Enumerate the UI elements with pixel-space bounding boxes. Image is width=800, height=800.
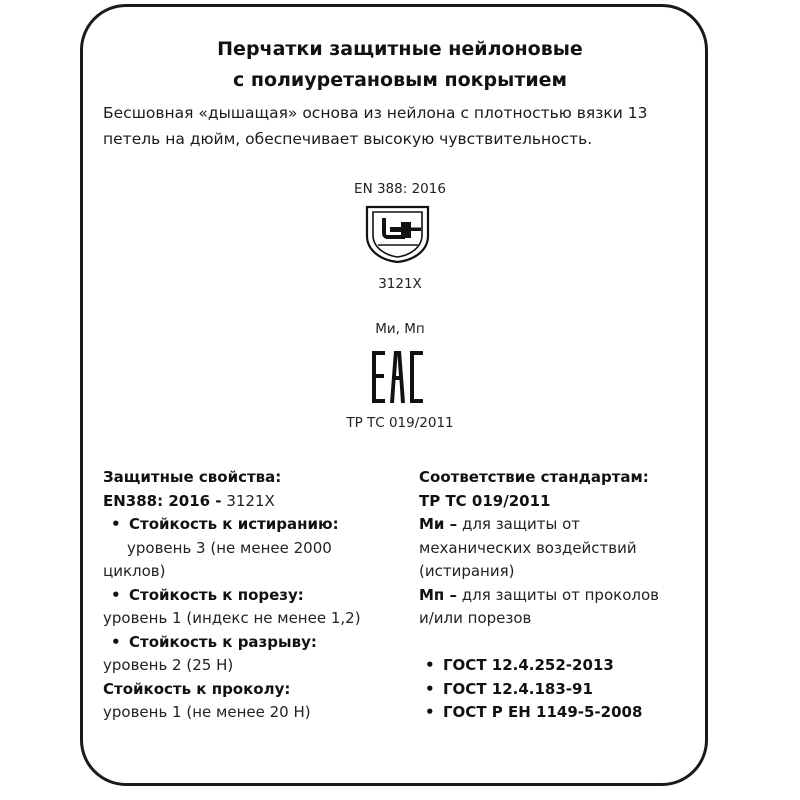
tear-label: • Стойкость к разрыву: (103, 631, 361, 655)
mp-code: Мп – (419, 585, 458, 604)
mi-text-1: для защиты от (461, 515, 581, 533)
gost-item-3: • ГОСТ Р ЕН 1149-5-2008 (419, 701, 659, 725)
en388-line (103, 490, 361, 514)
en388-standard-label: EN 388: 2016 (354, 181, 446, 197)
protective-heading: Защитные свойства: (103, 468, 282, 486)
hammer-shield-icon (364, 205, 434, 265)
eac-logo-icon (370, 349, 430, 405)
mi-line-3: (истирания) (419, 562, 515, 580)
tear-value: уровень 2 (25 Н) (103, 656, 234, 674)
puncture-label: Стойкость к проколу: (103, 679, 291, 698)
mp-text-1: для защиты от проколов (461, 585, 659, 604)
compliance-heading: Соответствие стандартам: (419, 468, 649, 486)
description-line-1: Бесшовная «дышащая» основа из нейлона с плотностью вязки 13 (103, 104, 648, 122)
gost-item-2: • ГОСТ 12.4.183-91 (419, 678, 659, 702)
compliance-column (419, 466, 659, 725)
abrasion-label: • Стойкость к истиранию: (103, 513, 361, 537)
mi-line-2: механических воздействий (419, 538, 637, 557)
abrasion-value-line-1: уровень 3 (не менее 2000 (127, 538, 332, 557)
gost-item-1: • ГОСТ 12.4.252-2013 (419, 654, 659, 678)
mp-line-1 (419, 584, 659, 608)
title-line-1: Перчатки защитные нейлоновые (217, 38, 583, 60)
spacer (419, 631, 659, 655)
en388-prefix: EN388: 2016 - (103, 491, 222, 510)
protective-properties-column (103, 466, 361, 725)
en388-line-code: 3121X (226, 491, 275, 510)
mp-line-2: и/или порезов (419, 609, 532, 627)
mi-line-1 (419, 513, 659, 537)
compliance-regulation: ТР ТС 019/2011 (419, 491, 551, 510)
en388-code: 3121X (378, 276, 422, 292)
mi-code: Ми – (419, 515, 458, 533)
puncture-value: уровень 1 (не менее 20 Н) (103, 703, 311, 721)
eac-regulation: ТР ТС 019/2011 (346, 415, 454, 431)
eac-categories: Ми, Мп (375, 321, 425, 337)
abrasion-value-line-2: циклов) (103, 562, 166, 580)
cut-label: • Стойкость к порезу: (103, 584, 361, 608)
title-line-2: с полиуретановым покрытием (232, 69, 568, 91)
description-line-2: петель на дюйм, обеспечивает высокую чувствительность. (103, 130, 593, 148)
description (103, 100, 693, 152)
page-title (0, 34, 800, 96)
cut-value: уровень 1 (индекс не менее 1,2) (103, 609, 361, 627)
